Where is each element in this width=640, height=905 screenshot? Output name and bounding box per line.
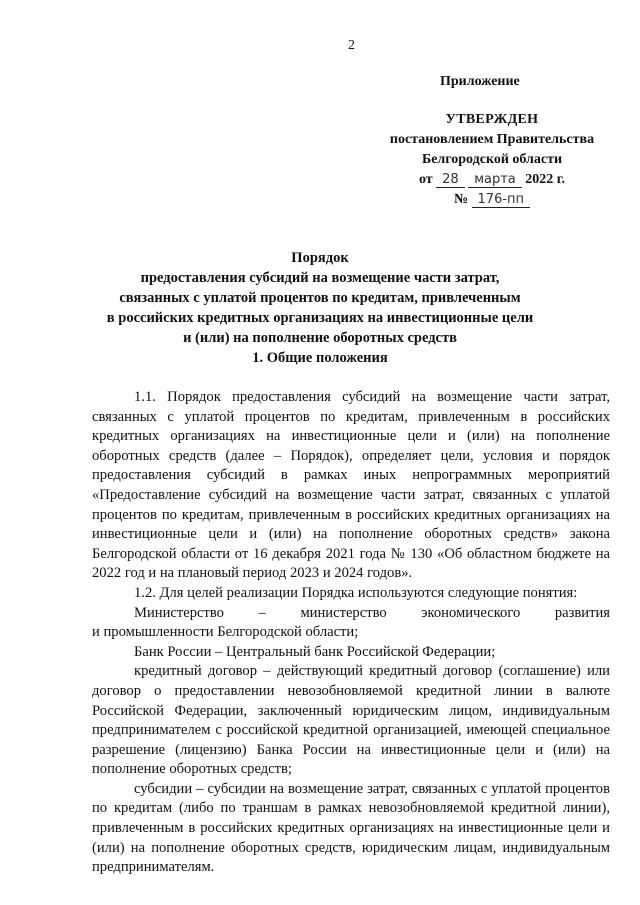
title-line: в российских кредитных организациях на инвестиционные цели [106,310,534,326]
def-word: экономического [421,604,521,621]
def-word: – [258,604,266,621]
document-title [80,248,560,348]
appendix-label: Приложение [440,74,520,89]
def-word: Министерство [134,604,224,621]
approval-block [374,110,610,210]
paragraph-1-2: 1.2. Для целей реализации Порядка используются следующие понятия: [134,584,578,601]
title-line: предоставления субсидий на возмещение части затрат, [140,270,500,286]
title-line: связанных с уплатой процентов по кредитам, привлеченным [119,290,521,306]
definition-subsidies: субсидии – субсидии на возмещение затрат, связанных с уплатой процентов по кредитам (либо по траншам в рамках невозобновляемой кредитной линии), привлеченным в российских кредитных организациях на инвестиционные цели и (или) на пополнение оборотных средств, юридическим лицам, индивидуальным предпринимателям. [92,780,610,876]
definition-credit-agreement: кредитный договор – действующий кредитный договор (соглашение) или договор о предоставлении невозобновляемой кредитной линии в валюте Российской Федерации, заключенный юридическим лицом, индивидуальным предпринимателем с российской кредитной организацией, имеющей специальное разрешение (лицензию) Банка России на инвестиционные цели и (или) на пополнение оборотных средств; [92,663,610,778]
paragraph-1-1: 1.1. Порядок предоставления субсидий на возмещение части затрат, связанных с уплатой процентов по кредитам, привлеченным в российских кредитных организациях на инвестиционные цели и (или) на пополнение оборотных средств (далее – Порядок), определяет цели, условия и порядок предоставления субсидий в рамках иных непрограммных мероприятий «Предоставление субсидий на возмещение части затрат, связанных с уплатой процентов по кредитам, привлеченным в российских кредитных организациях на инвестиционные цели и (или) на пополнение оборотных средств» закона Белгородской области от 16 декабря 2021 года № 130 «Об областном бюджете на 2022 год и на плановый период 2023 и 2024 годов». [92,389,610,582]
date-month: марта [468,172,522,188]
section-heading: 1. Общие положения [252,350,388,366]
approval-stamp: УТВЕРЖДЕН [445,112,539,127]
def-word: министерство [300,604,387,621]
definition-ministry-rest: и промышленности Белгородской области; [92,624,359,641]
definition-bank-of-russia: Банк России – Центральный банк Российской Федерации; [134,643,496,660]
date-prefix: от [418,172,433,187]
def-word: развития [554,604,610,621]
document-body [92,388,610,878]
page-number: 2 [348,38,355,53]
date-year: 2022 г. [525,172,566,187]
definition-ministry-first-line [92,604,610,624]
approval-date [374,170,610,190]
title-line: и (или) на пополнение оборотных средств [183,330,457,346]
date-day: 28 [436,172,465,188]
number-prefix: № [453,192,469,207]
approval-line-1: постановлением Правительства [389,132,595,147]
approval-number [374,190,610,210]
title-heading: Порядок [291,250,349,266]
approval-line-2: Белгородской области [421,152,563,167]
number-value: 176-пп [472,192,531,208]
